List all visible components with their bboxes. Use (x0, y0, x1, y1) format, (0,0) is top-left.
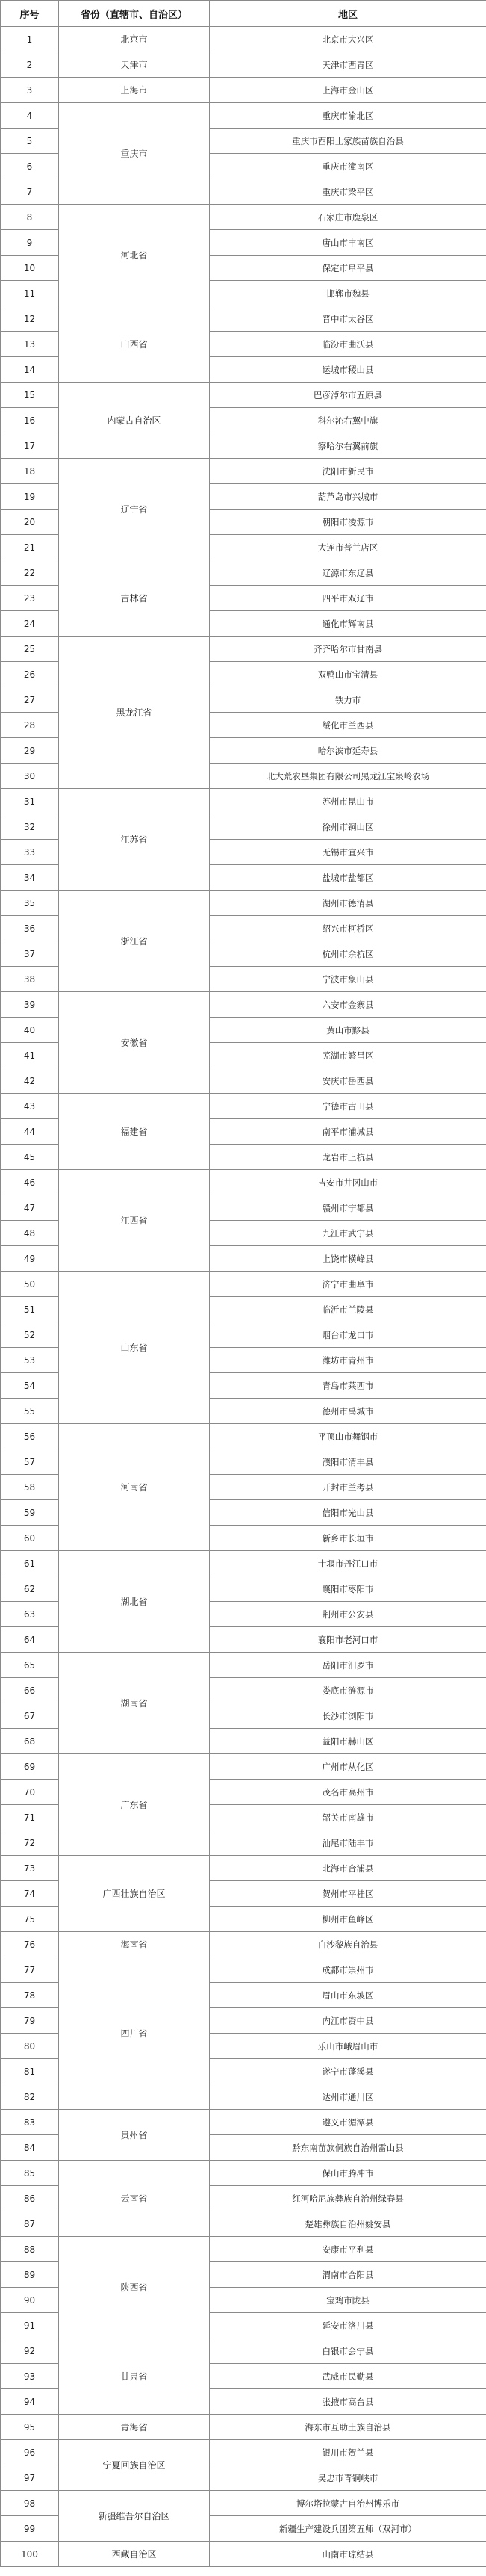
serial-number-cell: 71 (1, 1805, 59, 1830)
serial-number-cell: 42 (1, 1068, 59, 1094)
serial-number-cell: 53 (1, 1348, 59, 1373)
area-cell: 十堰市丹江口市 (210, 1551, 486, 1576)
serial-number-cell: 13 (1, 332, 59, 357)
table-row (1, 2110, 486, 2135)
area-cell: 上海市金山区 (210, 78, 486, 103)
area-cell: 哈尔滨市延寿县 (210, 738, 486, 764)
serial-number-cell: 20 (1, 510, 59, 535)
table-row (1, 27, 486, 52)
area-cell: 沈阳市新民市 (210, 459, 486, 484)
serial-number-cell: 95 (1, 2415, 59, 2440)
serial-number-cell: 89 (1, 2262, 59, 2288)
area-cell: 益阳市赫山区 (210, 1729, 486, 1754)
serial-number-cell: 38 (1, 967, 59, 992)
serial-number-cell: 72 (1, 1830, 59, 1856)
serial-number-cell: 48 (1, 1221, 59, 1246)
area-cell: 北大荒农垦集团有限公司黑龙江宝泉岭农场 (210, 764, 486, 789)
province-cell: 内蒙古自治区 (59, 383, 210, 459)
area-cell: 贺州市平桂区 (210, 1881, 486, 1907)
serial-number-cell: 47 (1, 1195, 59, 1221)
area-cell: 新乡市长垣市 (210, 1526, 486, 1551)
serial-number-cell: 75 (1, 1907, 59, 1932)
area-cell: 成都市崇州市 (210, 1957, 486, 1983)
area-cell: 广州市从化区 (210, 1754, 486, 1780)
serial-number-cell: 14 (1, 357, 59, 383)
province-cell: 上海市 (59, 78, 210, 103)
serial-number-cell: 19 (1, 484, 59, 510)
serial-number-cell: 85 (1, 2161, 59, 2186)
province-cell: 天津市 (59, 52, 210, 78)
area-cell: 赣州市宁都县 (210, 1195, 486, 1221)
serial-number-cell: 25 (1, 637, 59, 662)
serial-number-cell: 82 (1, 2084, 59, 2110)
serial-number-cell: 76 (1, 1932, 59, 1957)
province-cell: 湖南省 (59, 1653, 210, 1754)
serial-number-cell: 44 (1, 1119, 59, 1145)
serial-number-cell: 59 (1, 1500, 59, 1526)
serial-number-cell: 28 (1, 713, 59, 738)
province-cell: 甘肃省 (59, 2338, 210, 2415)
area-cell: 重庆市梁平区 (210, 179, 486, 205)
province-cell: 云南省 (59, 2161, 210, 2237)
area-cell: 达州市通川区 (210, 2084, 486, 2110)
area-cell: 烟台市龙口市 (210, 1322, 486, 1348)
area-cell: 邯郸市魏县 (210, 281, 486, 306)
area-cell: 六安市金寨县 (210, 992, 486, 1018)
area-cell: 葫芦岛市兴城市 (210, 484, 486, 510)
serial-number-cell: 12 (1, 306, 59, 332)
serial-number-cell: 39 (1, 992, 59, 1018)
area-cell: 辽源市东辽县 (210, 560, 486, 586)
serial-number-cell: 27 (1, 687, 59, 713)
area-cell: 渭南市合阳县 (210, 2262, 486, 2288)
province-cell: 陕西省 (59, 2237, 210, 2338)
area-cell: 吉安市井冈山市 (210, 1170, 486, 1195)
area-cell: 四平市双辽市 (210, 586, 486, 611)
serial-number-cell: 35 (1, 891, 59, 916)
area-cell: 北海市合浦县 (210, 1856, 486, 1881)
area-cell: 绍兴市柯桥区 (210, 916, 486, 941)
area-cell: 襄阳市枣阳市 (210, 1576, 486, 1602)
serial-number-cell: 17 (1, 433, 59, 459)
table-row (1, 103, 486, 129)
area-cell: 九江市武宁县 (210, 1221, 486, 1246)
serial-number-cell: 60 (1, 1526, 59, 1551)
serial-number-cell: 57 (1, 1449, 59, 1475)
area-cell: 保定市阜平县 (210, 256, 486, 281)
area-cell: 武威市民勤县 (210, 2364, 486, 2389)
serial-number-cell: 43 (1, 1094, 59, 1119)
table-row (1, 1754, 486, 1780)
serial-number-cell: 52 (1, 1322, 59, 1348)
serial-number-cell: 33 (1, 840, 59, 865)
table-row (1, 52, 486, 78)
area-cell: 海东市互助土族自治县 (210, 2415, 486, 2440)
area-cell: 南平市浦城县 (210, 1119, 486, 1145)
serial-number-cell: 55 (1, 1399, 59, 1424)
area-cell: 上饶市横峰县 (210, 1246, 486, 1272)
province-cell: 贵州省 (59, 2110, 210, 2161)
serial-number-cell: 15 (1, 383, 59, 408)
area-cell: 盐城市盐都区 (210, 865, 486, 891)
table-body (1, 27, 486, 2567)
area-cell: 科尔沁右翼中旗 (210, 408, 486, 433)
province-cell: 江苏省 (59, 789, 210, 891)
table-row (1, 891, 486, 916)
table-row (1, 637, 486, 662)
area-cell: 苏州市昆山市 (210, 789, 486, 814)
serial-number-cell: 80 (1, 2034, 59, 2059)
area-cell: 白沙黎族自治县 (210, 1932, 486, 1957)
serial-number-cell: 49 (1, 1246, 59, 1272)
header-serial-number: 序号 (1, 1, 59, 27)
serial-number-cell: 88 (1, 2237, 59, 2262)
area-cell: 重庆市渝北区 (210, 103, 486, 129)
area-cell: 荆州市公安县 (210, 1602, 486, 1627)
area-cell: 宁德市古田县 (210, 1094, 486, 1119)
serial-number-cell: 77 (1, 1957, 59, 1983)
province-cell: 河南省 (59, 1424, 210, 1551)
province-cell: 安徽省 (59, 992, 210, 1094)
area-cell: 宝鸡市陇县 (210, 2288, 486, 2313)
serial-number-cell: 3 (1, 78, 59, 103)
serial-number-cell: 31 (1, 789, 59, 814)
area-cell: 重庆市酉阳土家族苗族自治县 (210, 129, 486, 154)
area-cell: 黔东南苗族侗族自治州雷山县 (210, 2135, 486, 2161)
serial-number-cell: 11 (1, 281, 59, 306)
area-cell: 唐山市丰南区 (210, 230, 486, 256)
serial-number-cell: 65 (1, 1653, 59, 1678)
area-cell: 娄底市涟源市 (210, 1678, 486, 1703)
area-cell: 湖州市德清县 (210, 891, 486, 916)
province-cell: 山东省 (59, 1272, 210, 1424)
table-row (1, 1856, 486, 1881)
serial-number-cell: 36 (1, 916, 59, 941)
province-cell: 河北省 (59, 205, 210, 306)
serial-number-cell: 91 (1, 2313, 59, 2338)
serial-number-cell: 2 (1, 52, 59, 78)
area-cell: 龙岩市上杭县 (210, 1145, 486, 1170)
province-cell: 广西壮族自治区 (59, 1856, 210, 1932)
area-cell: 内江市资中县 (210, 2008, 486, 2034)
area-cell: 岳阳市汨罗市 (210, 1653, 486, 1678)
area-cell: 遵义市湄潭县 (210, 2110, 486, 2135)
area-cell: 博尔塔拉蒙古自治州博乐市 (210, 2491, 486, 2516)
table-row (1, 383, 486, 408)
area-cell: 重庆市潼南区 (210, 154, 486, 179)
area-cell: 眉山市东坡区 (210, 1983, 486, 2008)
area-cell: 临汾市曲沃县 (210, 332, 486, 357)
area-cell: 徐州市铜山区 (210, 814, 486, 840)
area-cell: 齐齐哈尔市甘南县 (210, 637, 486, 662)
table-row (1, 1653, 486, 1678)
area-cell: 通化市辉南县 (210, 611, 486, 637)
serial-number-cell: 7 (1, 179, 59, 205)
area-cell: 潍坊市青州市 (210, 1348, 486, 1373)
serial-number-cell: 63 (1, 1602, 59, 1627)
area-cell: 芜湖市繁昌区 (210, 1043, 486, 1068)
table-row (1, 459, 486, 484)
area-cell: 延安市洛川县 (210, 2313, 486, 2338)
serial-number-cell: 79 (1, 2008, 59, 2034)
serial-number-cell: 45 (1, 1145, 59, 1170)
serial-number-cell: 66 (1, 1678, 59, 1703)
serial-number-cell: 92 (1, 2338, 59, 2364)
table-row (1, 205, 486, 230)
province-cell: 新疆维吾尔自治区 (59, 2491, 210, 2542)
serial-number-cell: 10 (1, 256, 59, 281)
serial-number-cell: 84 (1, 2135, 59, 2161)
table-row (1, 1957, 486, 1983)
area-cell: 无锡市宜兴市 (210, 840, 486, 865)
table-row (1, 560, 486, 586)
table-row (1, 1424, 486, 1449)
area-cell: 银川市贺兰县 (210, 2440, 486, 2465)
serial-number-cell: 67 (1, 1703, 59, 1729)
area-cell: 朝阳市凌源市 (210, 510, 486, 535)
province-cell: 湖北省 (59, 1551, 210, 1653)
serial-number-cell: 18 (1, 459, 59, 484)
table-row (1, 2415, 486, 2440)
serial-number-cell: 5 (1, 129, 59, 154)
area-cell: 安康市平利县 (210, 2237, 486, 2262)
table-row (1, 2161, 486, 2186)
serial-number-cell: 41 (1, 1043, 59, 1068)
area-cell: 茂名市高州市 (210, 1780, 486, 1805)
serial-number-cell: 96 (1, 2440, 59, 2465)
province-cell: 江西省 (59, 1170, 210, 1272)
serial-number-cell: 100 (1, 2542, 59, 2567)
area-cell: 绥化市兰西县 (210, 713, 486, 738)
area-cell: 运城市稷山县 (210, 357, 486, 383)
header-province: 省份（直辖市、自治区） (59, 1, 210, 27)
area-cell: 遂宁市蓬溪县 (210, 2059, 486, 2084)
table-row (1, 992, 486, 1018)
serial-number-cell: 26 (1, 662, 59, 687)
table-header (1, 1, 486, 27)
area-cell: 宁波市象山县 (210, 967, 486, 992)
area-cell: 张掖市高台县 (210, 2389, 486, 2415)
table-row (1, 2237, 486, 2262)
area-cell: 石家庄市鹿泉区 (210, 205, 486, 230)
area-cell: 韶关市南雄市 (210, 1805, 486, 1830)
table-row (1, 306, 486, 332)
serial-number-cell: 86 (1, 2186, 59, 2211)
serial-number-cell: 46 (1, 1170, 59, 1195)
area-cell: 平顶山市舞钢市 (210, 1424, 486, 1449)
province-cell: 黑龙江省 (59, 637, 210, 789)
serial-number-cell: 37 (1, 941, 59, 967)
serial-number-cell: 87 (1, 2211, 59, 2237)
province-cell: 宁夏回族自治区 (59, 2440, 210, 2491)
serial-number-cell: 90 (1, 2288, 59, 2313)
province-cell: 四川省 (59, 1957, 210, 2110)
serial-number-cell: 94 (1, 2389, 59, 2415)
serial-number-cell: 69 (1, 1754, 59, 1780)
serial-number-cell: 74 (1, 1881, 59, 1907)
area-cell: 晋中市太谷区 (210, 306, 486, 332)
area-cell: 汕尾市陆丰市 (210, 1830, 486, 1856)
serial-number-cell: 21 (1, 535, 59, 560)
serial-number-cell: 29 (1, 738, 59, 764)
province-cell: 海南省 (59, 1932, 210, 1957)
table-row (1, 1272, 486, 1297)
table-row (1, 789, 486, 814)
serial-number-cell: 9 (1, 230, 59, 256)
area-cell: 安庆市岳西县 (210, 1068, 486, 1094)
province-cell: 广东省 (59, 1754, 210, 1856)
serial-number-cell: 51 (1, 1297, 59, 1322)
serial-number-cell: 83 (1, 2110, 59, 2135)
serial-number-cell: 22 (1, 560, 59, 586)
table-row (1, 2338, 486, 2364)
serial-number-cell: 56 (1, 1424, 59, 1449)
table-row (1, 2542, 486, 2567)
serial-number-cell: 23 (1, 586, 59, 611)
serial-number-cell: 8 (1, 205, 59, 230)
area-cell: 信阳市光山县 (210, 1500, 486, 1526)
serial-number-cell: 30 (1, 764, 59, 789)
serial-number-cell: 4 (1, 103, 59, 129)
area-cell: 濮阳市清丰县 (210, 1449, 486, 1475)
serial-number-cell: 34 (1, 865, 59, 891)
area-cell: 大连市普兰店区 (210, 535, 486, 560)
serial-number-cell: 16 (1, 408, 59, 433)
area-cell: 双鸭山市宝清县 (210, 662, 486, 687)
area-cell: 北京市大兴区 (210, 27, 486, 52)
serial-number-cell: 68 (1, 1729, 59, 1754)
table-row (1, 2491, 486, 2516)
province-cell: 吉林省 (59, 560, 210, 637)
area-cell: 楚雄彝族自治州姚安县 (210, 2211, 486, 2237)
area-cell: 山南市琼结县 (210, 2542, 486, 2567)
serial-number-cell: 58 (1, 1475, 59, 1500)
serial-number-cell: 70 (1, 1780, 59, 1805)
area-cell: 红河哈尼族彝族自治州绿春县 (210, 2186, 486, 2211)
header-row (1, 1, 486, 27)
area-cell: 黄山市黟县 (210, 1018, 486, 1043)
area-cell: 铁力市 (210, 687, 486, 713)
area-cell: 察哈尔右翼前旗 (210, 433, 486, 459)
serial-number-cell: 54 (1, 1373, 59, 1399)
table-row (1, 1094, 486, 1119)
serial-number-cell: 24 (1, 611, 59, 637)
area-cell: 吴忠市青铜峡市 (210, 2465, 486, 2491)
area-cell: 长沙市浏阳市 (210, 1703, 486, 1729)
serial-number-cell: 1 (1, 27, 59, 52)
serial-number-cell: 62 (1, 1576, 59, 1602)
area-cell: 柳州市鱼峰区 (210, 1907, 486, 1932)
area-cell: 济宁市曲阜市 (210, 1272, 486, 1297)
table-row (1, 78, 486, 103)
area-cell: 乐山市峨眉山市 (210, 2034, 486, 2059)
area-cell: 临沂市兰陵县 (210, 1297, 486, 1322)
province-cell: 浙江省 (59, 891, 210, 992)
table-row (1, 1932, 486, 1957)
table-row (1, 2440, 486, 2465)
serial-number-cell: 73 (1, 1856, 59, 1881)
area-cell: 白银市会宁县 (210, 2338, 486, 2364)
province-cell: 重庆市 (59, 103, 210, 205)
header-area: 地区 (210, 1, 486, 27)
serial-number-cell: 78 (1, 1983, 59, 2008)
province-cell: 西藏自治区 (59, 2542, 210, 2567)
serial-number-cell: 98 (1, 2491, 59, 2516)
area-cell: 天津市西青区 (210, 52, 486, 78)
serial-number-cell: 6 (1, 154, 59, 179)
serial-number-cell: 81 (1, 2059, 59, 2084)
serial-number-cell: 99 (1, 2516, 59, 2542)
area-cell: 保山市腾冲市 (210, 2161, 486, 2186)
area-cell: 青岛市莱西市 (210, 1373, 486, 1399)
serial-number-cell: 32 (1, 814, 59, 840)
area-cell: 新疆生产建设兵团第五师（双河市） (210, 2516, 486, 2542)
serial-number-cell: 64 (1, 1627, 59, 1653)
area-cell: 襄阳市老河口市 (210, 1627, 486, 1653)
serial-number-cell: 40 (1, 1018, 59, 1043)
serial-number-cell: 61 (1, 1551, 59, 1576)
area-cell: 巴彦淖尔市五原县 (210, 383, 486, 408)
province-cell: 福建省 (59, 1094, 210, 1170)
table-row (1, 1170, 486, 1195)
province-cell: 北京市 (59, 27, 210, 52)
serial-number-cell: 50 (1, 1272, 59, 1297)
province-cell: 辽宁省 (59, 459, 210, 560)
province-cell: 山西省 (59, 306, 210, 383)
area-cell: 开封市兰考县 (210, 1475, 486, 1500)
area-cell: 杭州市余杭区 (210, 941, 486, 967)
table-row (1, 1551, 486, 1576)
serial-number-cell: 97 (1, 2465, 59, 2491)
area-cell: 德州市禹城市 (210, 1399, 486, 1424)
serial-number-cell: 93 (1, 2364, 59, 2389)
province-cell: 青海省 (59, 2415, 210, 2440)
